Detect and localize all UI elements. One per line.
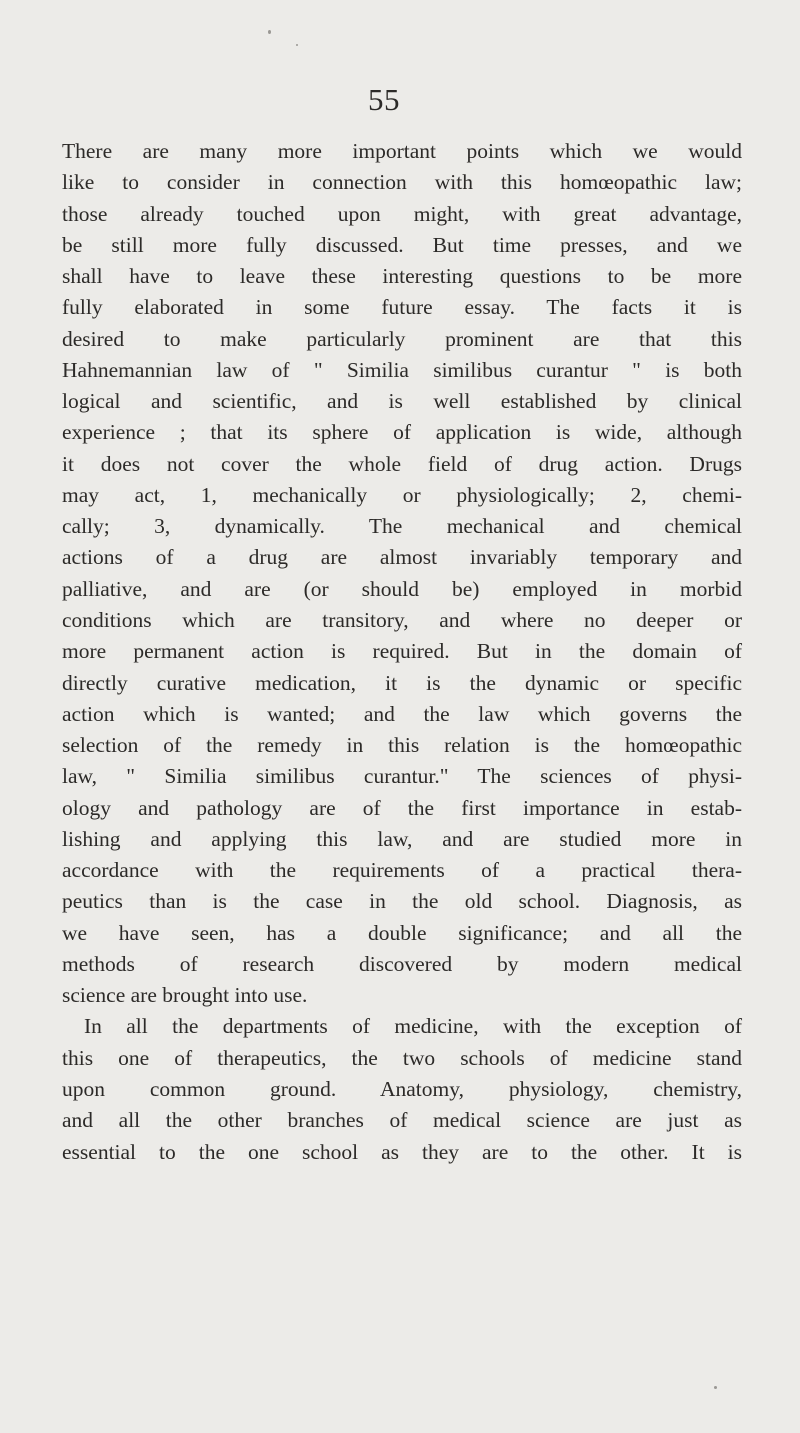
- paper-speck: [268, 30, 271, 34]
- text-line: we have seen, has a double significance; and all the: [62, 920, 742, 945]
- paper-speck: [296, 44, 298, 46]
- text-line: selection of the remedy in this relation is the homœopathic: [62, 733, 742, 758]
- text-line: conditions which are transitory, and where no deeper or: [62, 607, 742, 632]
- text-line: fully elaborated in some future essay. The facts it is: [62, 295, 742, 320]
- paper-speck: [714, 1386, 717, 1389]
- text-line: desired to make particularly prominent are that this: [62, 326, 742, 351]
- text-line: law, " Similia similibus curantur." The sciences of physi-: [62, 764, 742, 789]
- text-line: accordance with the requirements of a practical thera-: [62, 858, 742, 883]
- text-line: logical and scientific, and is well established by clinical: [62, 389, 742, 414]
- text-line: Hahnemannian law of " Similia similibus curantur " is both: [62, 357, 742, 382]
- text-line: this one of therapeutics, the two schools of medicine stand: [62, 1045, 742, 1070]
- text-line: actions of a drug are almost invariably temporary and: [62, 545, 742, 570]
- text-line: it does not cover the whole field of drug action. Drugs: [62, 451, 742, 476]
- text-line: cally; 3, dynamically. The mechanical and chemical: [62, 514, 742, 539]
- text-line: action which is wanted; and the law which governs the: [62, 701, 742, 726]
- text-line: like to consider in connection with this homœopathic law;: [62, 170, 742, 195]
- text-line: In all the departments of medicine, with the exception of: [84, 1014, 742, 1039]
- text-line: be still more fully discussed. But time presses, and we: [62, 232, 742, 257]
- text-line: those already touched upon might, with great advantage,: [62, 201, 742, 226]
- text-line: science are brought into use.: [62, 983, 308, 1008]
- text-line: palliative, and are (or should be) employed in morbid: [62, 576, 742, 601]
- text-line: directly curative medication, it is the dynamic or specific: [62, 670, 742, 695]
- text-line: There are many more important points which we would: [62, 139, 742, 163]
- text-line: lishing and applying this law, and are studied more in: [62, 826, 742, 851]
- text-line: ology and pathology are of the first importance in estab-: [62, 795, 742, 820]
- text-line: peutics than is the case in the old school. Diagnosis, as: [62, 889, 742, 914]
- body-text: [62, 136, 742, 1168]
- text-line: may act, 1, mechanically or physiologically; 2, chemi-: [62, 482, 742, 507]
- text-line: methods of research discovered by modern medical: [62, 951, 742, 976]
- text-line: upon common ground. Anatomy, physiology, chemistry,: [62, 1076, 742, 1101]
- text-line: essential to the one school as they are to the other. It is: [62, 1139, 742, 1164]
- text-line: more permanent action is required. But in the domain of: [62, 639, 742, 664]
- text-line: and all the other branches of medical science are just as: [62, 1108, 742, 1133]
- text-line: experience ; that its sphere of application is wide, although: [62, 420, 742, 445]
- page-number: 55: [368, 82, 400, 117]
- text-line: shall have to leave these interesting questions to be more: [62, 264, 742, 289]
